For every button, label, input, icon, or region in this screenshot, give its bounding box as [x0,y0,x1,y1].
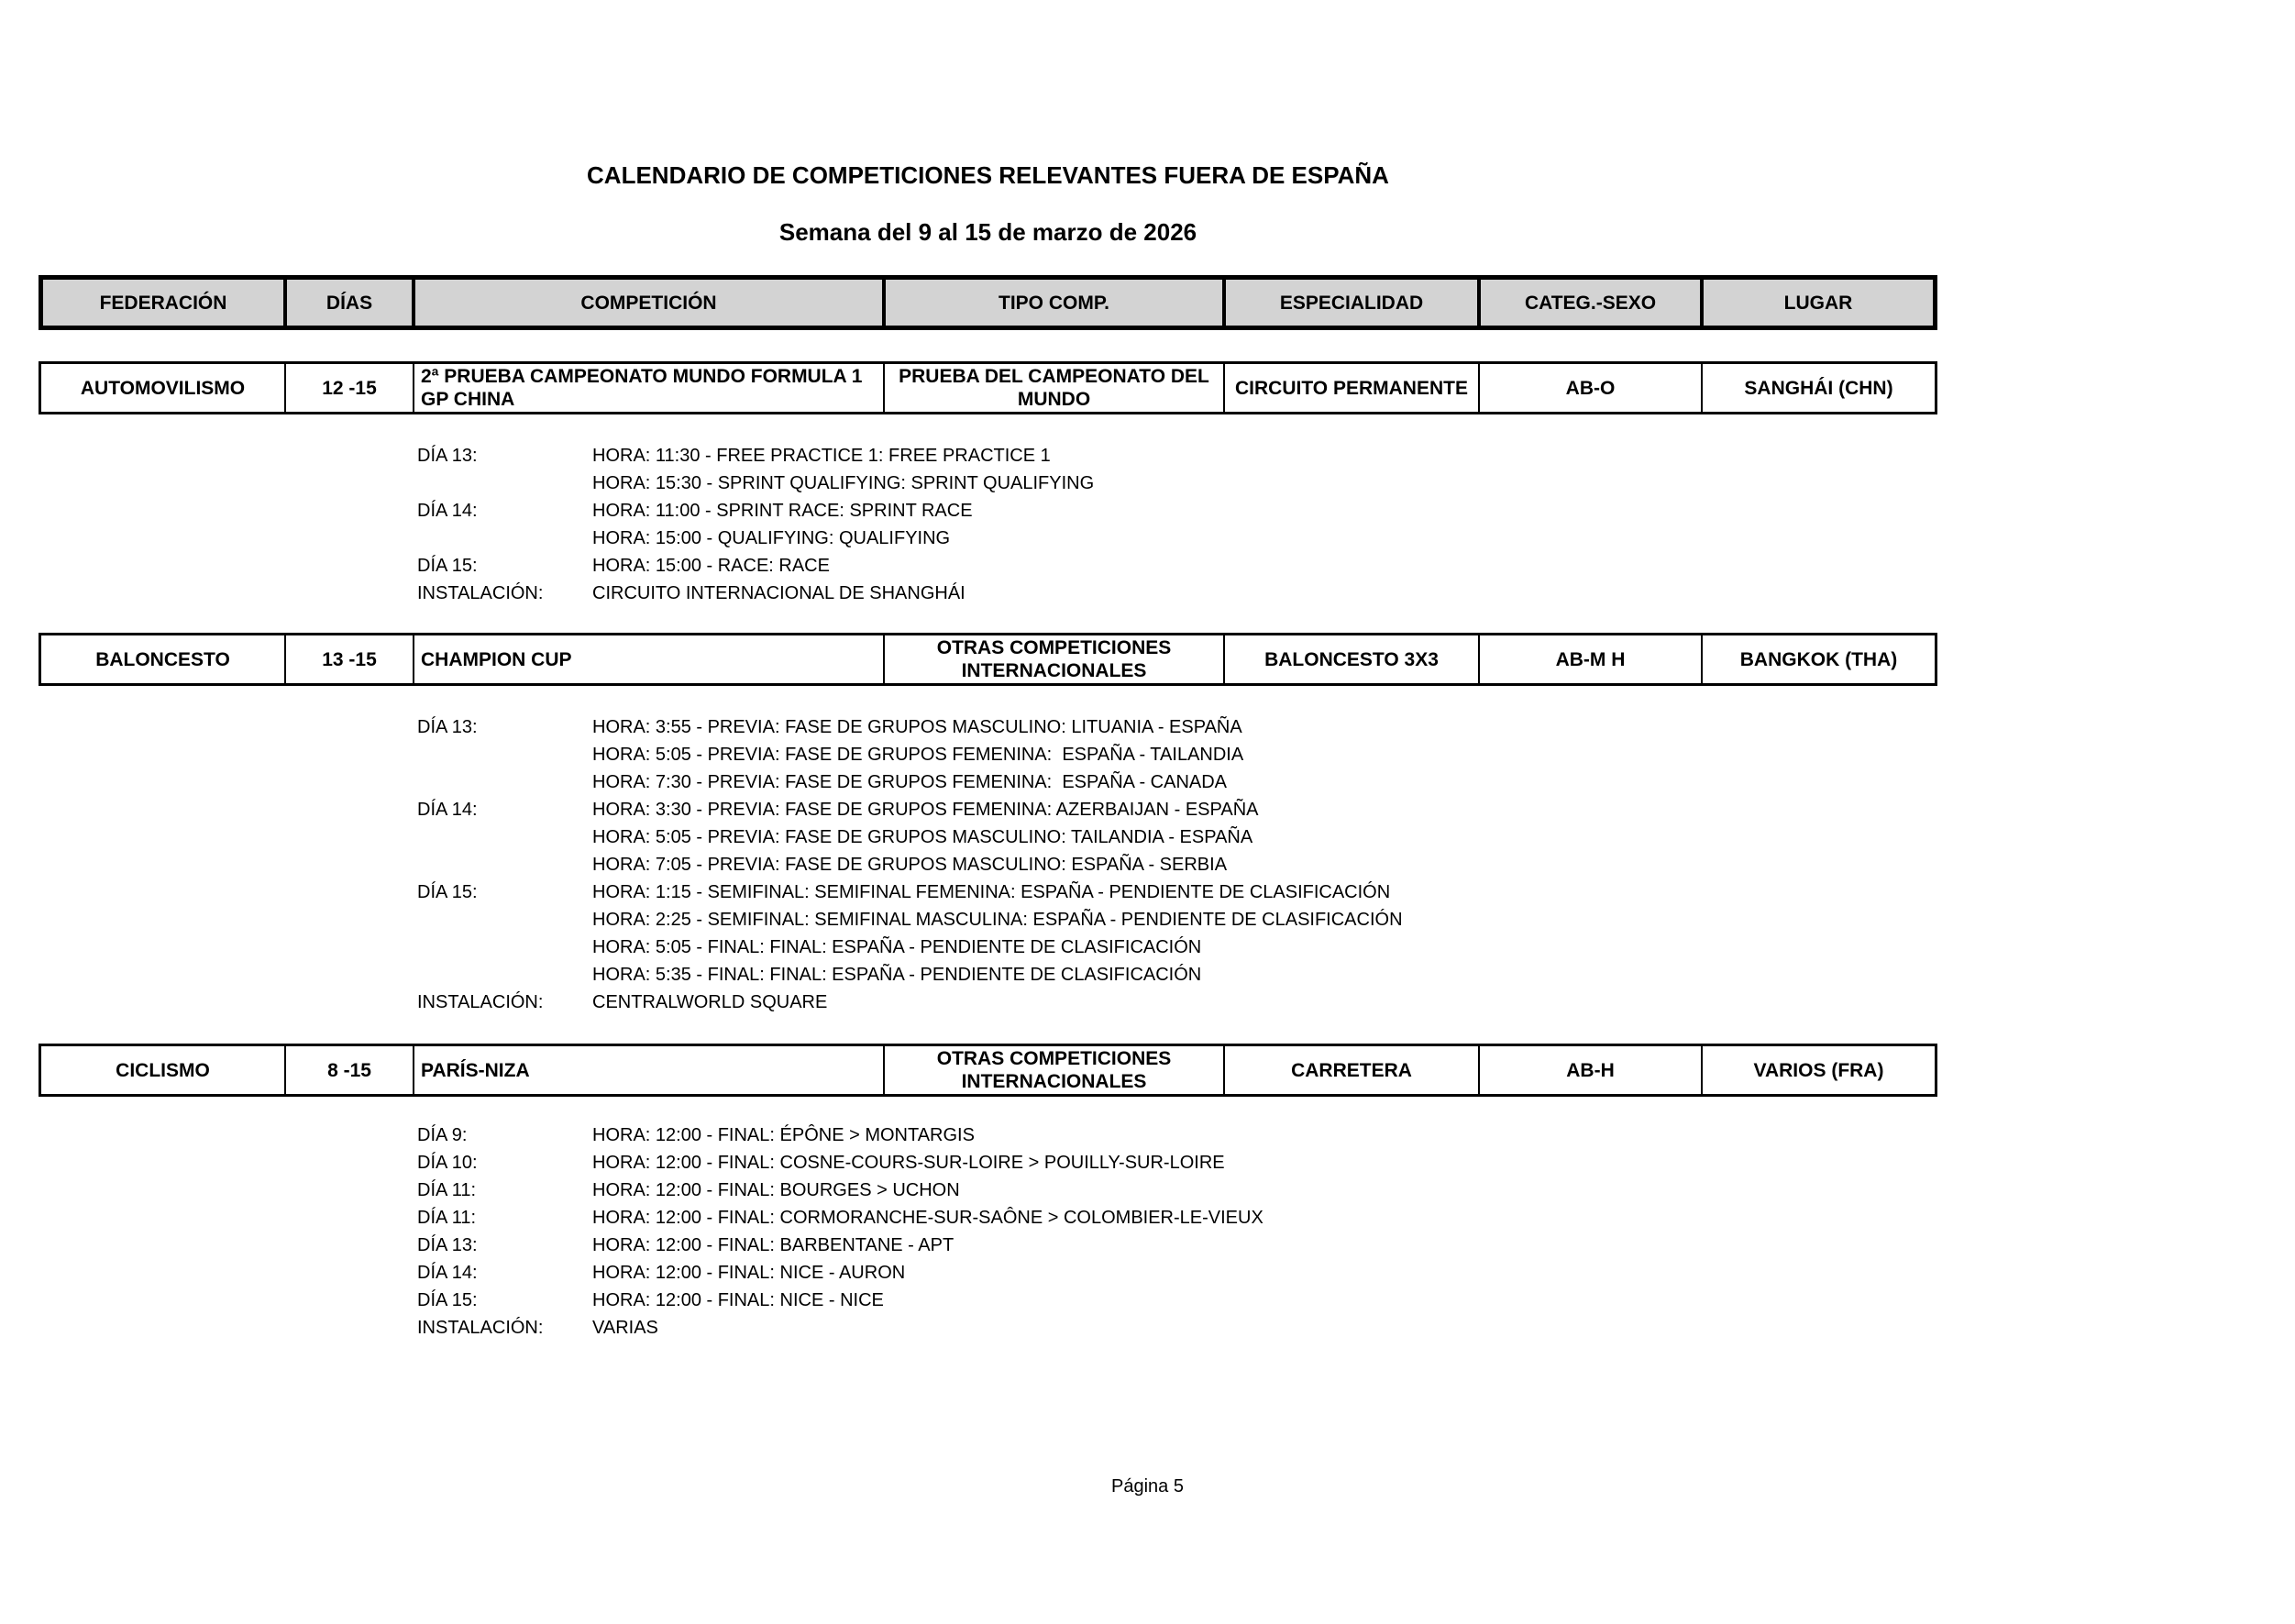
schedule-line [417,525,1094,552]
cell-especialidad: BALONCESTO 3X3 [1225,635,1480,683]
schedule-entry-text: HORA: 12:00 - FINAL: COSNE-COURS-SUR-LOIRE > POUILLY-SUR-LOIRE [592,1153,1225,1173]
schedule-day-label: DÍA 11: [417,1180,477,1200]
schedule-entry-text: HORA: 1:15 - SEMIFINAL: SEMIFINAL FEMENINA: ESPAÑA - PENDIENTE DE CLASIFICACIÓN [592,882,1391,902]
header-cell-lugar: LUGAR [1783,292,1853,314]
schedule-line [417,906,1403,934]
schedule-line [417,552,1094,580]
event-row-automovilismo [39,361,1937,414]
schedule-day-label: DÍA 14: [417,800,478,820]
cell-especialidad: CIRCUITO PERMANENTE [1225,364,1480,412]
schedule-line [417,1121,1263,1149]
schedule-day-label: DÍA 14: [417,1263,478,1283]
schedule-venue-label: INSTALACIÓN: [417,992,544,1012]
schedule-day-label: DÍA 13: [417,446,478,466]
header-cell-federacion: FEDERACIÓN [43,280,287,326]
schedule-line [417,851,1403,878]
cell-categ-sexo: AB-O [1480,364,1703,412]
schedule-line [417,961,1403,989]
tipo-line: INTERNACIONALES [961,1071,1147,1092]
cell-competicion [414,1046,885,1094]
schedule-line [417,1177,1263,1204]
schedule-day-label [417,470,592,497]
schedule-venue-text: VARIAS [592,1318,658,1338]
schedule-entry-text: HORA: 7:05 - PREVIA: FASE DE GRUPOS MASCULINO: ESPAÑA - SERBIA [592,855,1228,875]
schedule-line [417,1232,1263,1259]
schedule-day-label: DÍA 9: [417,1125,468,1145]
tipo-line: MUNDO [1017,389,1091,410]
schedule-day-label [417,851,592,878]
schedule-entry-text: HORA: 3:55 - PREVIA: FASE DE GRUPOS MASCULINO: LITUANIA - ESPAÑA [592,717,1242,737]
schedule-line [417,1314,1263,1342]
schedule-block-automovilismo [417,442,1094,607]
schedule-day-label [417,741,592,768]
schedule-day-label: DÍA 10: [417,1153,478,1173]
cell-lugar: SANGHÁI (CHN) [1744,377,1893,399]
schedule-line [417,989,1403,1016]
schedule-line [417,442,1094,470]
page-number: Página 5 [1111,1476,1184,1497]
header-cell-dias: DÍAS [287,280,415,326]
header-cell-competicion: COMPETICIÓN [415,280,886,326]
schedule-day-label: DÍA 13: [417,1235,478,1255]
schedule-entry-text: HORA: 5:05 - PREVIA: FASE DE GRUPOS MASCULINO: TAILANDIA - ESPAÑA [592,827,1253,847]
tipo-line: PRUEBA DEL CAMPEONATO DEL [899,366,1209,387]
tipo-line: OTRAS COMPETICIONES [936,637,1172,658]
schedule-day-label [417,768,592,796]
schedule-entry-text: HORA: 3:30 - PREVIA: FASE DE GRUPOS FEMENINA: AZERBAIJAN - ESPAÑA [592,800,1259,820]
cell-dias: 12 -15 [286,364,414,412]
calendar-table-header [39,275,1937,330]
cell-federacion: BALONCESTO [41,635,286,683]
tipo-line: INTERNACIONALES [961,660,1147,681]
schedule-day-label: DÍA 15: [417,556,478,576]
schedule-day-label [417,934,592,961]
competicion-line: CHAMPION CUP [421,648,572,670]
schedule-entry-text: HORA: 11:00 - SPRINT RACE: SPRINT RACE [592,501,973,521]
cell-lugar: VARIOS (FRA) [1753,1059,1884,1081]
schedule-day-label: DÍA 15: [417,1290,478,1310]
tipo-line: OTRAS COMPETICIONES [936,1048,1172,1069]
schedule-line [417,934,1403,961]
schedule-venue-text: CENTRALWORLD SQUARE [592,992,828,1012]
cell-tipo-comp [885,364,1225,412]
cell-categ-sexo: AB-M H [1480,635,1703,683]
cell-lugar: BANGKOK (THA) [1739,648,1898,670]
cell-federacion: AUTOMOVILISMO [41,364,286,412]
schedule-entry-text: HORA: 5:05 - PREVIA: FASE DE GRUPOS FEMENINA: ESPAÑA - TAILANDIA [592,745,1244,765]
schedule-line [417,1204,1263,1232]
cell-especialidad: CARRETERA [1225,1046,1480,1094]
schedule-entry-text: HORA: 5:05 - FINAL: FINAL: ESPAÑA - PENDIENTE DE CLASIFICACIÓN [592,937,1202,957]
cell-federacion: CICLISMO [41,1046,286,1094]
schedule-day-label: DÍA 11: [417,1208,477,1228]
schedule-entry-text: HORA: 5:35 - FINAL: FINAL: ESPAÑA - PENDIENTE DE CLASIFICACIÓN [592,965,1202,985]
event-row-baloncesto [39,633,1937,686]
schedule-line [417,1287,1263,1314]
schedule-entry-text: HORA: 2:25 - SEMIFINAL: SEMIFINAL MASCULINA: ESPAÑA - PENDIENTE DE CLASIFICACIÓN [592,910,1403,930]
cell-tipo-comp [885,635,1225,683]
schedule-entry-text: HORA: 12:00 - FINAL: BOURGES > UCHON [592,1180,960,1200]
schedule-line [417,768,1403,796]
event-row-ciclismo [39,1044,1937,1097]
page-title: CALENDARIO DE COMPETICIONES RELEVANTES FUERA DE ESPAÑA [587,161,1389,189]
header-cell-tipo-comp: TIPO COMP. [886,280,1226,326]
header-cell-categ-sexo: CATEG.-SEXO [1481,280,1704,326]
schedule-entry-text: HORA: 15:00 - RACE: RACE [592,556,830,576]
schedule-line [417,713,1403,741]
schedule-venue-label: INSTALACIÓN: [417,1318,544,1338]
schedule-entry-text: HORA: 15:30 - SPRINT QUALIFYING: SPRINT QUALIFYING [592,473,1095,493]
schedule-line [417,878,1403,906]
schedule-day-label: DÍA 15: [417,882,478,902]
schedule-entry-text: HORA: 11:30 - FREE PRACTICE 1: FREE PRACTICE 1 [592,446,1051,466]
competicion-line: PARÍS-NIZA [421,1059,530,1081]
schedule-day-label [417,906,592,934]
schedule-entry-text: HORA: 12:00 - FINAL: ÉPÔNE > MONTARGIS [592,1125,975,1145]
competicion-line: GP CHINA [421,389,515,410]
schedule-entry-text: HORA: 12:00 - FINAL: CORMORANCHE-SUR-SAÔNE > COLOMBIER-LE-VIEUX [592,1208,1263,1228]
schedule-block-baloncesto [417,713,1403,1016]
schedule-entry-text: HORA: 7:30 - PREVIA: FASE DE GRUPOS FEMENINA: ESPAÑA - CANADA [592,772,1228,792]
schedule-entry-text: HORA: 12:00 - FINAL: NICE - AURON [592,1263,906,1283]
schedule-entry-text: HORA: 12:00 - FINAL: NICE - NICE [592,1290,884,1310]
schedule-line [417,796,1403,823]
schedule-day-label: DÍA 14: [417,501,478,521]
cell-tipo-comp [885,1046,1225,1094]
schedule-line [417,741,1403,768]
schedule-entry-text: HORA: 12:00 - FINAL: BARBENTANE - APT [592,1235,954,1255]
schedule-day-label [417,961,592,989]
cell-dias: 13 -15 [286,635,414,683]
cell-competicion [414,364,885,412]
schedule-day-label [417,823,592,851]
schedule-entry-text: HORA: 15:00 - QUALIFYING: QUALIFYING [592,528,951,548]
schedule-line [417,1259,1263,1287]
page-subtitle: Semana del 9 al 15 de marzo de 2026 [778,218,1197,246]
schedule-venue-label: INSTALACIÓN: [417,583,544,603]
header-cell-especialidad: ESPECIALIDAD [1226,280,1481,326]
schedule-line [417,1149,1263,1177]
schedule-venue-text: CIRCUITO INTERNACIONAL DE SHANGHÁI [592,583,965,603]
schedule-line [417,580,1094,607]
cell-competicion [414,635,885,683]
cell-categ-sexo: AB-H [1480,1046,1703,1094]
schedule-day-label [417,525,592,552]
cell-dias: 8 -15 [286,1046,414,1094]
schedule-line [417,470,1094,497]
schedule-day-label: DÍA 13: [417,717,478,737]
competicion-line: 2ª PRUEBA CAMPEONATO MUNDO FORMULA 1 [421,366,863,387]
schedule-block-ciclismo [417,1121,1263,1342]
schedule-line [417,823,1403,851]
schedule-line [417,497,1094,525]
